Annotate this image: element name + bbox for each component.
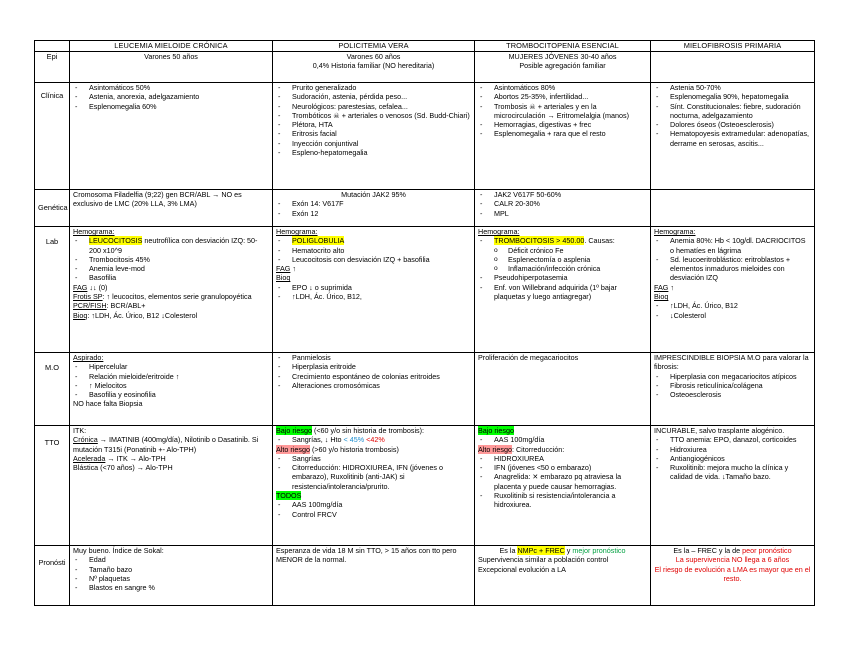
trombocitosis-highlight: TROMBOCITOSIS > 450.00 (494, 236, 585, 246)
text: → ITK → Alo-TPH (105, 453, 166, 463)
list-item: - Asintomáticos 80% (494, 83, 647, 92)
list-item: - Trombosis ☠ + arteriales y en la microcirculación → Eritromelalgia (manos) (494, 102, 647, 121)
text: Es la – FREC y la de (673, 546, 743, 555)
bajo-riesgo-highlight: Bajo riesgo (478, 426, 514, 435)
tto-lmc (70, 426, 273, 546)
row-label-epi: Epi (35, 52, 70, 83)
pronostico-te-intro (478, 546, 647, 555)
acelerada-line (73, 454, 269, 463)
list-item: - Panmielosis (292, 353, 471, 362)
list-item: - Esplenomegalia + rara que el resto (494, 129, 647, 138)
text: (<60 y/o sin historia de trombosis): (311, 426, 425, 435)
tto-te (475, 426, 651, 546)
mo-lmc (70, 353, 273, 426)
mo-mf-intro: IMPRESCINDIBLE BIOPSIA M.O para valorar la fibrosis: (654, 353, 809, 372)
bioq-line (73, 311, 269, 320)
list-item: - Inyección conjuntival (292, 139, 471, 148)
header-te: TROMBOCITOPENIA ESENCIAL (475, 41, 651, 52)
mo-lmc-footer: NO hace falta Biopsia (73, 399, 143, 409)
cronica-label: Crónica (73, 435, 98, 445)
list-item: - Edad (89, 555, 269, 564)
genetica-pv (273, 190, 475, 227)
list-item: o Esplenectomía o asplenia (508, 255, 647, 264)
list-item: - MPL (494, 209, 647, 218)
nmpc-highlight: NMPc + FREC (517, 546, 565, 555)
hemograma-label: Hemograma: (276, 227, 318, 236)
list-item: - Hemorragias, digestivas + frec (494, 120, 647, 129)
list-item: - Hematocrito alto (292, 246, 471, 255)
epi-te-line: Posible agregación familiar (519, 61, 606, 71)
fag-line (654, 283, 811, 292)
list-item: - Hidroxiurea (670, 445, 811, 454)
lab-mf (651, 227, 815, 353)
text: Es la (499, 546, 518, 555)
text: . Causas: (584, 236, 615, 246)
list-item (494, 236, 647, 245)
tto-mf-intro: INCURABLE, salvo trasplante alogénico. (654, 426, 785, 435)
epi-te (475, 52, 651, 83)
fag-label: FAG (73, 282, 88, 292)
list-item: - Control FRCV (292, 510, 471, 519)
pronostico-mf-intro (654, 546, 811, 555)
itk-label: ITK: (73, 426, 87, 435)
alto-riesgo-highlight: Alto riesgo (478, 444, 512, 454)
text: neutrofílica con desviación IZQ: 50-200 x10^9 (89, 236, 258, 255)
blue-value: < 45% (343, 435, 365, 445)
lab-lmc (70, 227, 273, 353)
pronostico-te-line: Supervivencia similar a población control (478, 555, 609, 565)
list-item: - ↓Colesterol (670, 311, 811, 320)
list-item: o Déficit crónico Fe (508, 246, 647, 255)
lab-te (475, 227, 651, 353)
text: → IMATINIB (400mg/día), Nilotinib o Dasatinib. Si mutación T315i (Ponatinib +- Alo-TPH) (73, 435, 259, 454)
list-item: - Sd. leucoeritroblástico: eritroblastos + elementos inmaduros mieloides con desviación IZQ (670, 255, 811, 283)
leucocitosis-highlight: LEUCOCITOSIS (89, 236, 143, 246)
list-item: - IFN (jóvenes <50 o embarazo) (494, 463, 647, 472)
text: : Citorreducción: (511, 444, 565, 454)
row-pronostico (35, 546, 815, 606)
list-item: - Anemia 80%: Hb < 10g/dl. DACRIOCITOS o hematíes en lágrima (670, 236, 811, 255)
list-item: - Plétora, HTA (292, 120, 471, 129)
epi-pv-line: Varones 60 años (346, 52, 401, 61)
row-label-tto: TTO (35, 426, 70, 546)
genetica-mf (651, 190, 815, 227)
list-item: - Ruxolitinib si resistencia/intolerancia a hidroxiurea. (494, 491, 647, 510)
header-mf: MIELOFIBROSIS PRIMARIA (651, 41, 815, 52)
text: ↑ (668, 282, 674, 292)
pronostico-lmc-intro: Muy bueno. Índice de Sokal: (73, 546, 164, 555)
list-item: - Trombóticos ☠ + arteriales o venosos (Sd. Budd-Chiari) (292, 111, 471, 120)
epi-mf (651, 52, 815, 83)
list-item: - Astenia 50-70% (670, 83, 811, 92)
bajo-riesgo-highlight: Bajo riesgo (276, 426, 312, 435)
blastica-line: Blástica (<70 años) → Alo-TPH (73, 463, 173, 473)
list-item: - ↑LDH, Ác. Úrico, B12 (670, 301, 811, 310)
clinica-te (475, 83, 651, 190)
list-item: - AAS 100mg/día (494, 435, 647, 444)
list-item: - Esplenomegalia 90%, hepatomegalia (670, 92, 811, 101)
list-item: - Espleno-hepatomegalia (292, 148, 471, 157)
clinica-lmc (70, 83, 273, 190)
pcr-label: PCR/FISH (73, 301, 107, 311)
epi-pv (273, 52, 475, 83)
header-pv: POLICITEMIA VERA (273, 41, 475, 52)
row-lab (35, 227, 815, 353)
clinica-mf (651, 83, 815, 190)
list-item: - Hipercelular (89, 362, 269, 371)
row-label-clinica: Clínica (35, 83, 70, 190)
hemograma-label: Hemograma: (654, 227, 696, 236)
list-item: - CALR 20-30% (494, 199, 647, 208)
peor-pronostico: peor pronóstico (742, 546, 792, 555)
frotis-label: Frotis SP (73, 292, 103, 302)
row-epi (35, 52, 815, 83)
row-label-mo: M.O (35, 353, 70, 426)
row-label-pronostico: Pronósti (35, 546, 70, 606)
list-item: - Basofilia y eosinofilia (89, 390, 269, 399)
hemograma-label: Hemograma: (478, 227, 520, 236)
list-item: - Leucocitosis con desviación IZQ + basofilia (292, 255, 471, 264)
list-item: - Osteoesclerosis (670, 390, 811, 399)
list-item: - Dolores óseos (Osteoesclerosis) (670, 120, 811, 129)
mejor-pronostico: mejor pronóstico (572, 546, 626, 555)
list-item: - Crecimiento espontáneo de colonias eritroides (292, 372, 471, 381)
list-item: - Asintomáticos 50% (89, 83, 269, 92)
list-item: - Astenia, anorexia, adelgazamiento (89, 92, 269, 101)
aspirado-label: Aspirado: (73, 353, 104, 362)
list-item: - Nº plaquetas (89, 574, 269, 583)
bioq-label: Bioq (654, 292, 669, 302)
list-item: - ↑LDH, Ác. Úrico, B12, (292, 292, 471, 301)
list-item: - Antiangiogénicos (670, 454, 811, 463)
fag-label: FAG (654, 282, 669, 292)
acelerada-label: Acelerada (73, 453, 106, 463)
pronostico-te-line: Excepcional evolución a LA (478, 564, 566, 574)
genetica-lmc: Cromosoma Filadelfia (9;22) gen BCR/ABL → NO es exclusivo de LMC (20% LLA, 3% LMA) (70, 190, 273, 227)
list-item: - Enf. von Willebrand adquirida (1º bajar plaquetas y luego antiagregar) (494, 283, 647, 302)
alto-riesgo-line (478, 445, 647, 454)
list-item: - TTO anemia: EPO, danazol, corticoides (670, 435, 811, 444)
list-item: - Ruxolitinib: mejora mucho la clínica y calidad de vida. ↓Tamaño bazo. (670, 463, 811, 482)
list-item: - Sudoración, astenia, pérdida peso... (292, 92, 471, 101)
fag-line (276, 264, 471, 273)
red-value: <42% (366, 435, 385, 445)
pronostico-pv: Esperanza de vida 18 M sin TTO, > 15 años con tto pero MENOR de la normal. (273, 546, 475, 606)
list-item: o Inflamación/infección crónica (508, 264, 647, 273)
todos-highlight: TODOS (276, 491, 302, 501)
bioq-label: Bioq (276, 273, 291, 283)
list-item: - Exón 12 (292, 209, 471, 218)
list-item: - Hematopoyesis extramedular: adenopatías, derrame en serosas, ascitis... (670, 129, 811, 148)
row-label-lab: Lab (35, 227, 70, 353)
frotis-line (73, 292, 269, 301)
genetica-pv-title: Mutación JAK2 95% (341, 190, 406, 199)
list-item: - ↑ Mielocitos (89, 381, 269, 390)
epi-lmc: Varones 50 años (70, 52, 273, 83)
text: (>60 y/o historia trombosis) (309, 444, 399, 454)
poliglobulia-highlight: POLIGLOBULIA (292, 236, 345, 246)
text: y (564, 546, 573, 555)
list-item: - Sínt. Constitucionales: fiebre, sudoración nocturna, adelgazamiento (670, 102, 811, 121)
list-item: - HIDROXIUREA (494, 454, 647, 463)
list-item: - Hiperplasia con megacariocitos atípicos (670, 372, 811, 381)
text: ↓↓ (0) (87, 282, 108, 292)
mo-mf (651, 353, 815, 426)
row-tto (35, 426, 815, 546)
pronostico-mf-line: El riesgo de evolución a LMA es mayor que en el resto. (654, 564, 811, 583)
fag-label: FAG (276, 264, 291, 274)
bioq-label: Bioq (73, 310, 88, 320)
list-item: - Sangrías (292, 454, 471, 463)
text: Sangrías, ↓ Hto (292, 435, 344, 445)
list-item: - Fibrosis reticulínica/colágena (670, 381, 811, 390)
list-item: - AAS 100mg/día (292, 500, 471, 509)
mo-te: Proliferación de megacariocitos (475, 353, 651, 426)
list-item: - Hiperplasia eritroide (292, 362, 471, 371)
list-item: - Tamaño bazo (89, 565, 269, 574)
pronostico-lmc (70, 546, 273, 606)
list-item (89, 236, 269, 255)
pronostico-te (475, 546, 651, 606)
alto-riesgo-line (276, 445, 471, 454)
lab-pv (273, 227, 475, 353)
text: : BCR/ABL+ (106, 301, 146, 311)
comparison-table (34, 40, 815, 606)
pronostico-mf (651, 546, 815, 606)
list-item: - Abortos 25-35%, infertilidad... (494, 92, 647, 101)
genetica-te (475, 190, 651, 227)
epi-te-line: MUJERES JÓVENES 30-40 años (508, 52, 617, 61)
alto-riesgo-highlight: Alto riesgo (276, 444, 310, 454)
list-item: - Eritrosis facial (292, 129, 471, 138)
clinica-pv (273, 83, 475, 190)
text: : ↑LDH, Ác. Úrico, B12 ↓Colesterol (87, 310, 198, 320)
bajo-riesgo-line (478, 426, 647, 435)
list-item: - Prurito generalizado (292, 83, 471, 92)
text: ↑ (290, 264, 296, 274)
list-item: - Blastos en sangre % (89, 583, 269, 592)
list-item: - Alteraciones cromosómicas (292, 381, 471, 390)
header-row (35, 41, 815, 52)
row-clinica (35, 83, 815, 190)
tto-pv (273, 426, 475, 546)
list-item: - Relación mieloide/eritroide ↑ (89, 372, 269, 381)
row-mo (35, 353, 815, 426)
list-item: - Trombocitosis 45% (89, 255, 269, 264)
tto-mf (651, 426, 815, 546)
pronostico-mf-line: La supervivencia NO llega a 6 años (675, 555, 790, 565)
hemograma-label: Hemograma: (73, 227, 115, 236)
list-item (292, 435, 471, 444)
pcr-line (73, 301, 269, 310)
mo-pv (273, 353, 475, 426)
list-item (292, 236, 471, 245)
list-item: - EPO ↓ o suprimida (292, 283, 471, 292)
list-item: - Pseudohiperpotasemia (494, 273, 647, 282)
bajo-riesgo-line (276, 426, 471, 435)
list-item: - Anemia leve-mod (89, 264, 269, 273)
cronica-line (73, 435, 269, 454)
list-item: - Anagrelida: ✕ embarazo pq atraviesa la placenta y puede causar hemorragias. (494, 472, 647, 491)
header-empty (35, 41, 70, 52)
list-item: - Citorreducción: HIDROXIUREA, IFN (jóvenes o embarazo), Ruxolitinib (anti-JAK) si resistencia/intolerancia/prurito. (292, 463, 471, 491)
list-item: - Neurológicos: parestesias, cefalea... (292, 102, 471, 111)
header-lmc: LEUCEMIA MIELOIDE CRÓNICA (70, 41, 273, 52)
list-item: - Esplenomegalia 60% (89, 102, 269, 111)
row-label-genetica: Genética (35, 190, 70, 227)
fag-line (73, 283, 269, 292)
list-item: - Basofilia (89, 273, 269, 282)
list-item: - JAK2 V617F 50-60% (494, 190, 647, 199)
list-item: - Exón 14: V617F (292, 199, 471, 208)
row-genetica (35, 190, 815, 227)
epi-pv-line: 0,4% Historia familiar (NO hereditaria) (312, 61, 435, 71)
todos-line (276, 491, 471, 500)
text: : ↑ leucocitos, elementos serie granulopoyética (102, 292, 252, 302)
